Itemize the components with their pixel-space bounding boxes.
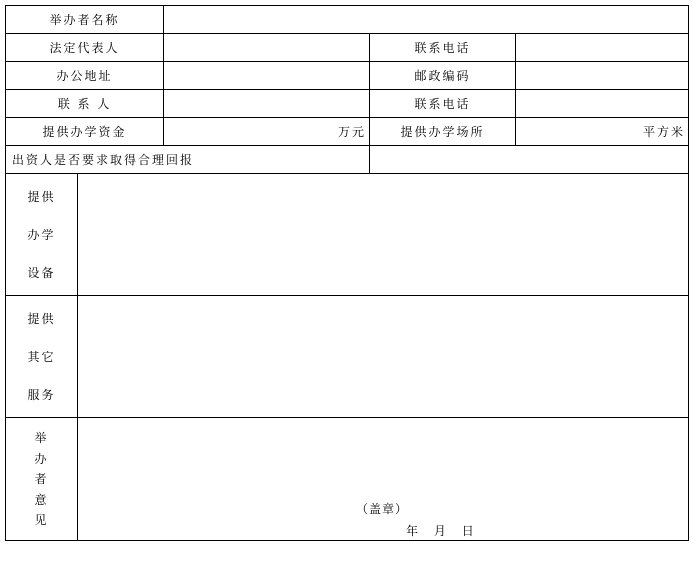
seal-text: （盖章） — [356, 502, 409, 516]
funds-premises-row — [6, 118, 689, 146]
services-field[interactable] — [78, 296, 689, 418]
return-field[interactable] — [370, 146, 689, 174]
funds-unit: 万元 — [338, 125, 367, 139]
equipment-row — [6, 174, 689, 296]
date-month: 月 — [433, 524, 447, 538]
equipment-label-line-2: 办学 — [27, 228, 56, 242]
organizer-name-label: 举办者名称 — [6, 6, 164, 34]
contact-person-label: 联 系 人 — [6, 90, 164, 118]
organizer-name-field[interactable] — [164, 6, 689, 34]
opinion-label-char-4: 意 — [34, 492, 49, 507]
opinion-row — [6, 418, 689, 541]
date-line — [406, 522, 485, 539]
equipment-label-cell — [6, 174, 78, 296]
phone-label-1: 联系电话 — [370, 34, 516, 62]
contact-person-field[interactable] — [164, 90, 370, 118]
opinion-label-char-3: 者 — [34, 472, 49, 486]
return-label: 出资人是否要求取得合理回报 — [6, 146, 370, 174]
opinion-label-cell — [6, 418, 78, 541]
services-label-cell — [6, 296, 78, 418]
services-label-line-2: 其它 — [27, 350, 56, 364]
legal-rep-field[interactable] — [164, 34, 370, 62]
services-label-line-3: 服务 — [27, 388, 56, 402]
application-form-table — [5, 5, 689, 541]
organizer-name-row — [6, 6, 689, 34]
premises-unit: 平方米 — [643, 125, 686, 139]
equipment-label-line-3: 设备 — [27, 266, 56, 280]
funds-label: 提供办学资金 — [6, 118, 164, 146]
postal-code-label: 邮政编码 — [370, 62, 516, 90]
equipment-label-line-1: 提供 — [27, 190, 56, 204]
funds-field[interactable] — [164, 118, 370, 146]
office-address-row — [6, 62, 689, 90]
date-day: 日 — [461, 524, 475, 538]
premises-field[interactable] — [516, 118, 689, 146]
office-address-field[interactable] — [164, 62, 370, 90]
postal-code-field[interactable] — [516, 62, 689, 90]
opinion-label-char-1: 举 — [34, 431, 49, 445]
office-address-label: 办公地址 — [6, 62, 164, 90]
return-row — [6, 146, 689, 174]
opinion-label-char-5: 见 — [34, 513, 49, 527]
opinion-field[interactable] — [78, 418, 689, 541]
date-year: 年 — [406, 524, 420, 538]
services-label-line-1: 提供 — [27, 312, 56, 326]
opinion-label-char-2: 办 — [34, 451, 49, 466]
phone-field-1[interactable] — [516, 34, 689, 62]
phone-field-2[interactable] — [516, 90, 689, 118]
legal-rep-row — [6, 34, 689, 62]
services-row — [6, 296, 689, 418]
phone-label-2: 联系电话 — [370, 90, 516, 118]
contact-person-row — [6, 90, 689, 118]
premises-label: 提供办学场所 — [370, 118, 516, 146]
equipment-field[interactable] — [78, 174, 689, 296]
legal-rep-label: 法定代表人 — [6, 34, 164, 62]
